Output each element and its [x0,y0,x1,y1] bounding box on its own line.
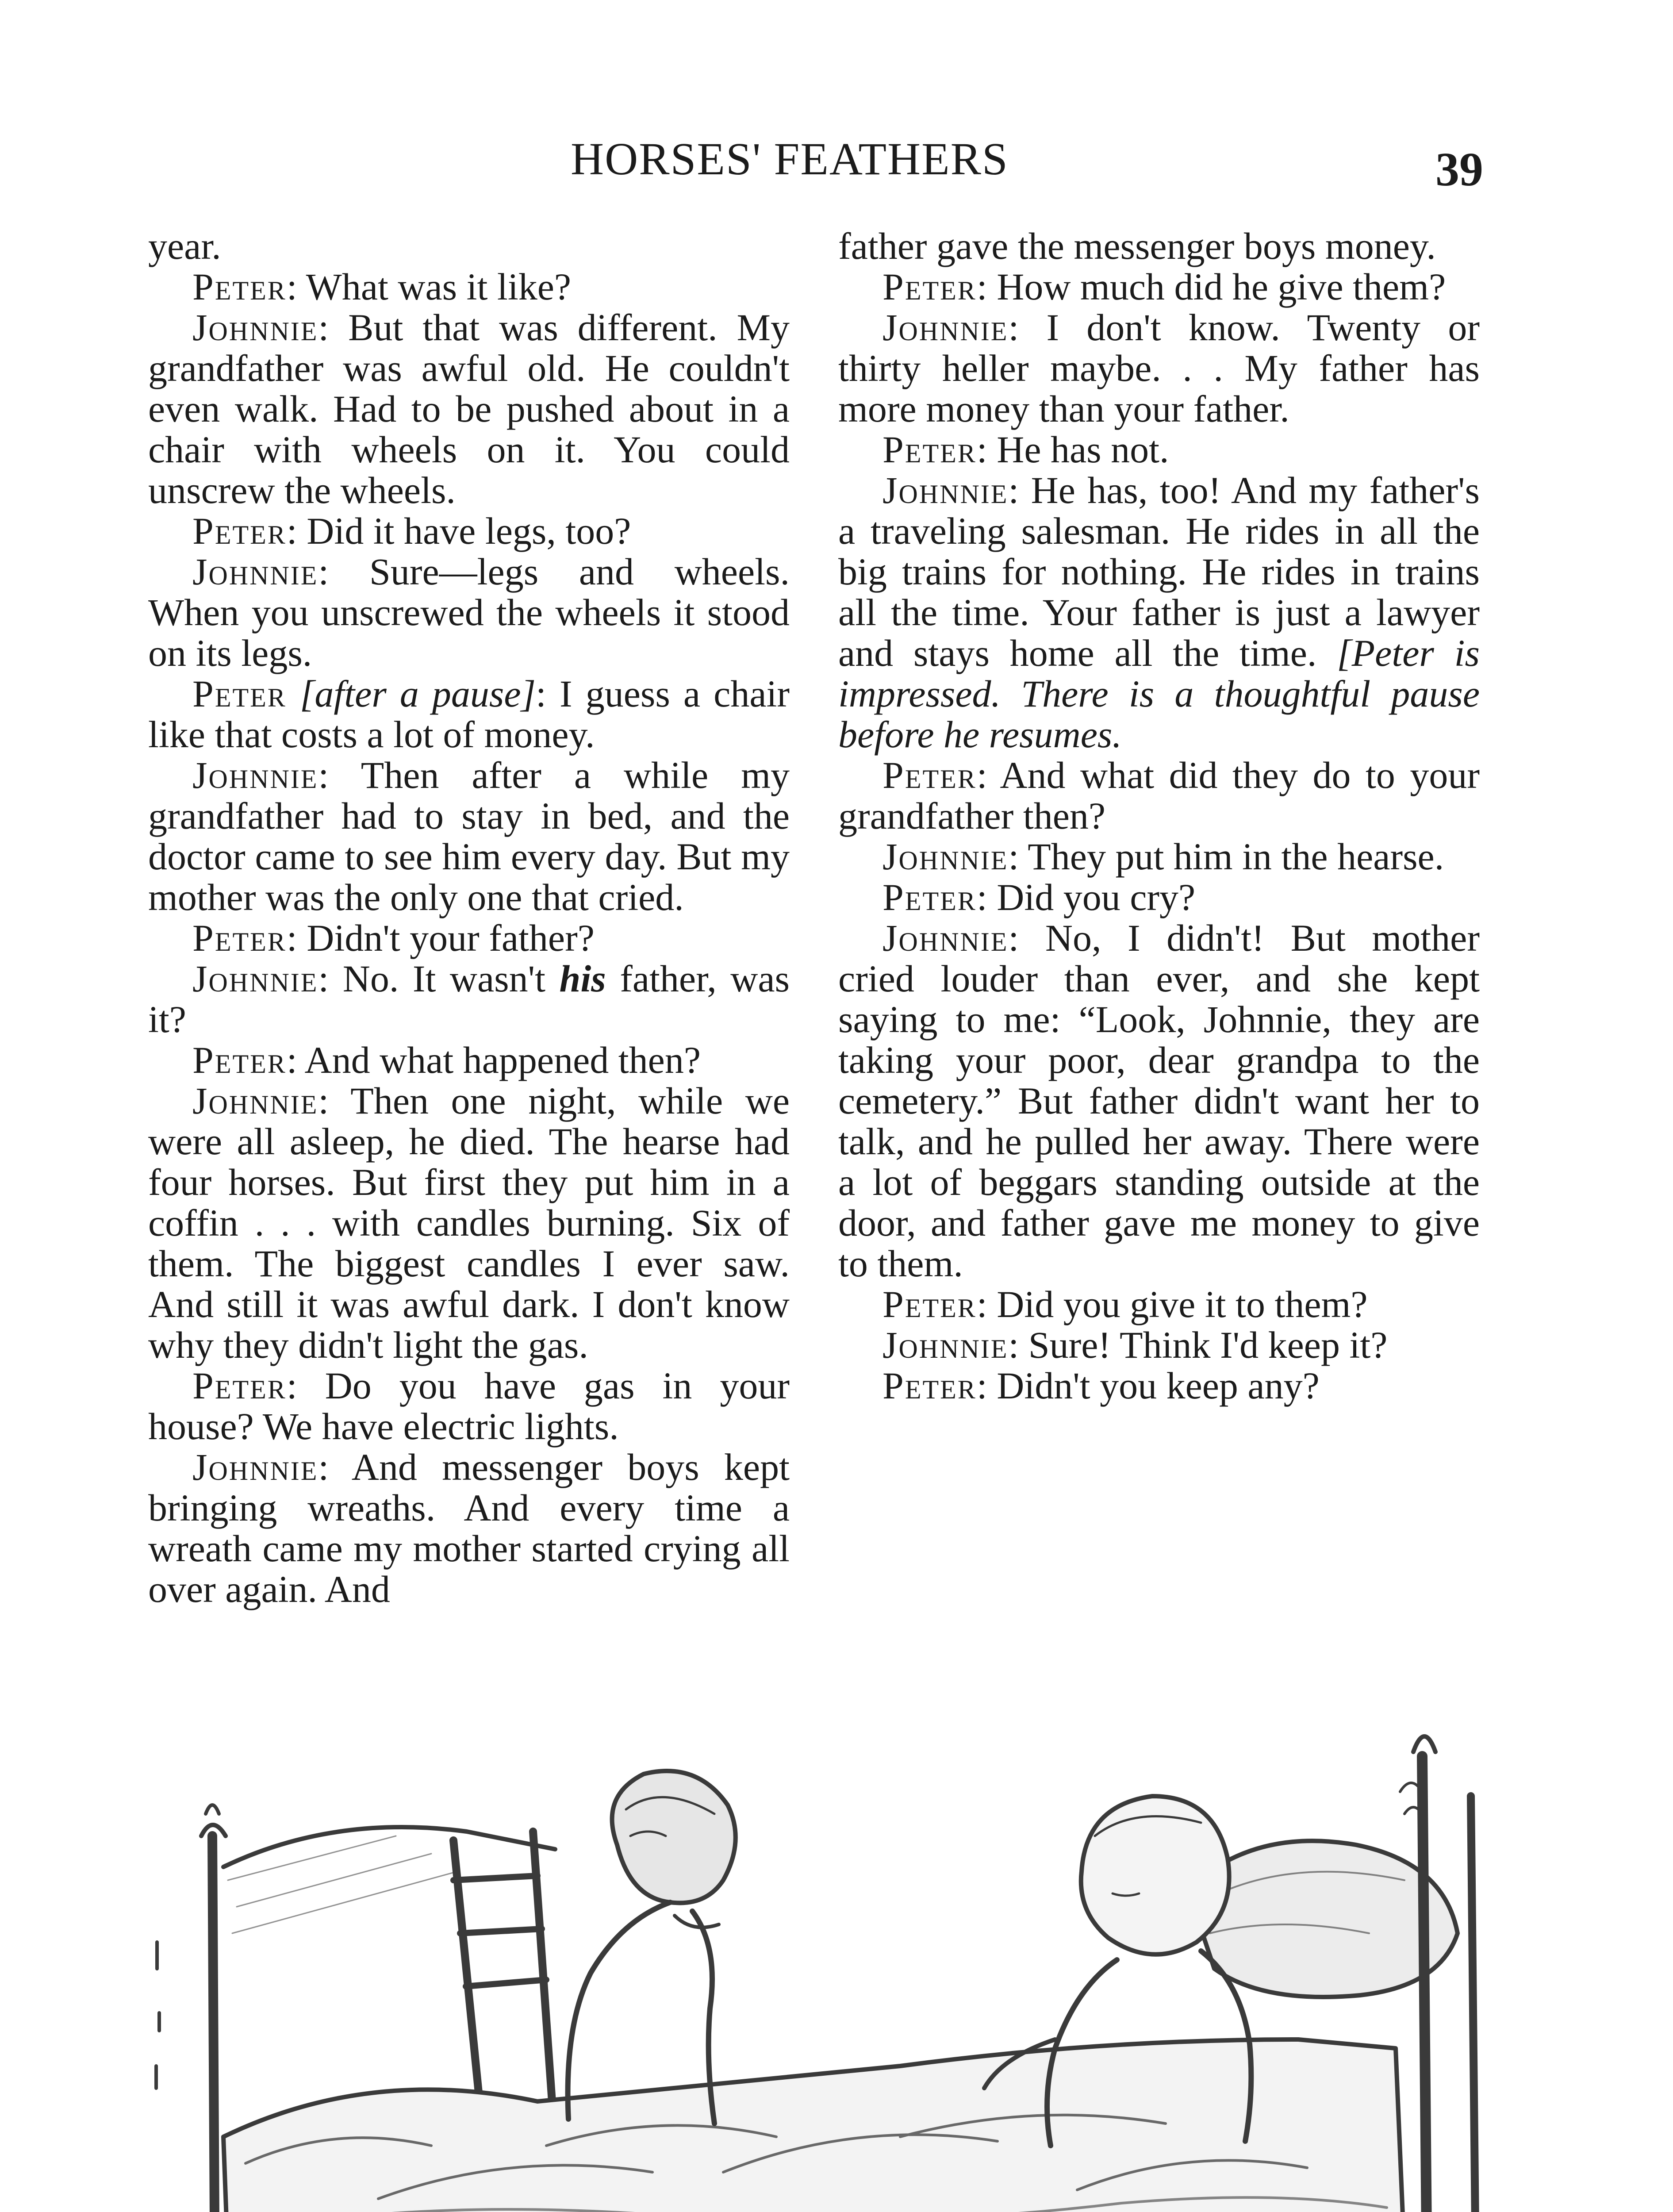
dialogue-line: Peter: Did it have legs, too? [192,510,631,552]
dialogue-line: Johnnie: I don't know. Twenty or thirty heller maybe. . . My father has more money than your father. [838,306,1480,430]
dialogue-line: Johnnie: Then one night, while we were all asleep, he died. The hearse had four horses. But first they put him in a coffin . . . with candles burning. Six of them. The biggest candles I ever saw. And still it was awful dark. I don't know why they didn't light the gas. [148,1079,790,1366]
dialogue-line: Peter: And what did they do to your grandfather then? [838,754,1480,837]
speaker-name: Peter [883,1283,977,1325]
dialogue-line: Johnnie: No. It wasn't his father, was it? [148,957,790,1041]
speaker-name: Peter [192,510,287,552]
speaker-name: Johnnie [883,917,1009,959]
dialogue-line: Peter: Didn't you keep any? [883,1364,1320,1407]
speaker-name: Peter [883,265,977,308]
right-text-column [838,226,1480,1406]
speaker-name: Peter [192,917,287,959]
running-title: HORSES' FEATHERS [571,134,1009,184]
speaker-name: Johnnie [192,1079,318,1122]
speaker-name: Peter [192,1039,287,1081]
dialogue-line: Peter: Do you have gas in your house? We have electric lights. [148,1364,790,1448]
dialogue-line: Johnnie: And messenger boys kept bringing wreaths. And every time a wreath came my mother started crying all over again. And [148,1446,790,1610]
dialogue-line: Peter [after a pause]: I guess a chair like that costs a lot of money. [148,672,790,756]
emphasized-word: his [559,957,606,1000]
stage-direction: [after a pause] [299,672,536,715]
left-text-column [148,226,790,1609]
speaker-name: Peter [883,428,977,471]
dialogue-line: Peter: What was it like? [192,265,572,308]
speaker-name: Peter [192,265,287,308]
speaker-name: Johnnie [192,957,318,1000]
speaker-name: Johnnie [192,306,318,349]
dialogue-line: Peter: How much did he give them? [883,265,1446,308]
speaker-name: Peter [883,1364,977,1407]
dialogue-line: Peter: Did you cry? [883,876,1196,918]
dialogue-line: Peter: Didn't your father? [192,917,595,959]
page-number: 39 [1435,143,1483,196]
paragraph: father gave the messenger boys money. [838,225,1436,267]
dialogue-line: Peter: And what happened then? [192,1039,701,1081]
speaker-name: Johnnie [883,1324,1009,1366]
speaker-name: Johnnie [883,835,1009,878]
dialogue-line: Peter: Did you give it to them? [883,1283,1368,1325]
dialogue-line: Peter: He has not. [883,428,1169,471]
speaker-name: Johnnie [883,469,1009,511]
dialogue-line: Johnnie: Then after a while my grandfather had to stay in bed, and the doctor came to see him every day. But my mother was the only one that cried. [148,754,790,918]
speaker-name: Johnnie [192,1446,318,1488]
pencil-sketch-image [148,1703,1502,2212]
speaker-name: Peter [192,672,287,715]
speaker-name: Peter [883,754,977,796]
dialogue-line: Johnnie: Sure—legs and wheels. When you unscrewed the wheels it stood on its legs. [148,550,790,674]
dialogue-line: Johnnie: He has, too! And my father's a traveling salesman. He rides in all the big trains for nothing. He rides in trains all the time. Your father is just a lawyer and stays home all the time. [Peter is impressed. There is a thoughtful pause before he resumes. [838,469,1480,756]
speaker-name: Johnnie [192,754,318,796]
speaker-name: Peter [192,1364,287,1407]
dialogue-line: Johnnie: But that was different. My grandfather was awful old. He couldn't even walk. Had to be pushed about in a chair with wheels on it. You could unscrew the wheels. [148,306,790,511]
dialogue-line: Johnnie: Sure! Think I'd keep it? [883,1324,1388,1366]
dialogue-line: Johnnie: They put him in the hearse. [883,835,1444,878]
speaker-name: Johnnie [883,306,1009,349]
speaker-name: Peter [883,876,977,918]
speaker-name: Johnnie [192,550,318,593]
stage-direction: [Peter is impressed. There is a thoughtful pause before he resumes. [838,632,1480,756]
dialogue-line: Johnnie: No, I didn't! But mother cried louder than ever, and she kept saying to me: “Look, Johnnie, they are taking your poor, dear grandpa to the cemetery.” But father didn't want her to talk, and he pulled her away. There were a lot of beggars standing outside at the door, and father gave me money to give to them. [838,917,1480,1285]
bedroom-illustration [148,1703,1502,2212]
page-header [0,133,1673,195]
paragraph: year. [148,225,221,267]
